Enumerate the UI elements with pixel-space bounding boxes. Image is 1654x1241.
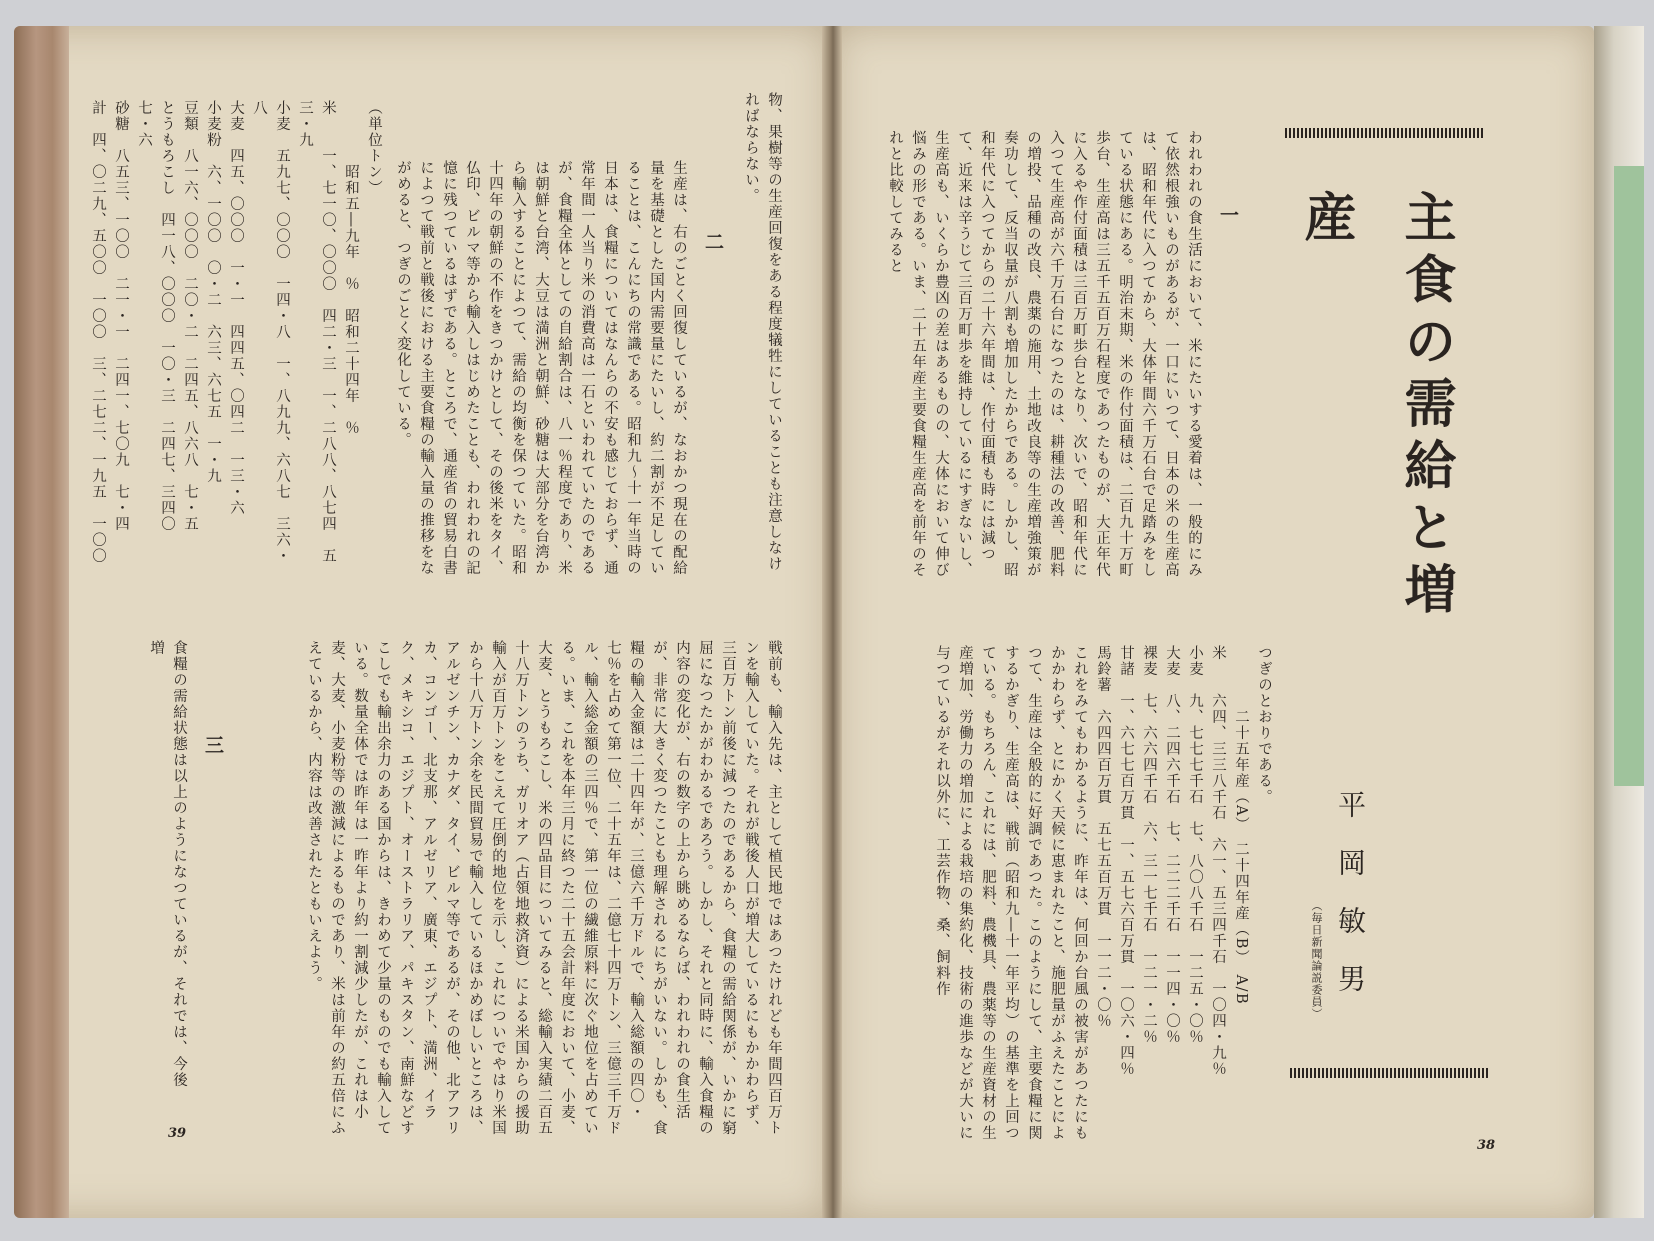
- left-lower-text: 戦前も、輸入先は、主として植民地ではあつたけれども年間四百万トンを輸入していた。それが戦後人口が増大しているにもかかわらず、三百万トン前後に減つたのであるから、食糧の需給関係が、いかに窮屈になつたかがわかるであろう。しかし、それと同時に、輸入食糧の内容の変化が、右の数字の上から眺めるならば、われわれの食生活が、非常に大きく変つたことも理解されるにちがいない。しかも、食糧の輸入金額は二十四年が、三億六千万ドルで、輸入総額の四〇・七％を占めて第一位、二十五年は、二億七十四万トン、三億三千万ドル、輸入総金額の三四％で、第一位の繊維原料に次ぐ地位を占めている。いま、これを本年三月に終つた二十五会計年度において、小麦、大麦、とうもろこし、米の四品目についてみると、総輸入実績二百五十八万トンのうち、ガリオア（占領地救済資）による米国からの援助輸入が百万トンをこえて圧倒的地位を示し、これについでやはり米国から十八万トン余を民間貿易で輸入しているほかめぼしいところは、アルゼンチン、カナダ、タイ、ビルマ等であるが、その他、北アフリカ、コンゴー、北支那、アルゼリア、廣東、エジプト、満洲、イラク、メキシコ、エジプト、オーストラリア、パキスタン、南鮮などすこしでも輸出余力のある国からは、きわめて少量のものでも輸入している。数量全体では昨年は一昨年より約一割減少したが、これは小麦、大麦、小麦粉等の激減によるものであり、米は前年の約五倍にふえているから、内容は改善されたともいえよう。: [306, 640, 782, 1136]
- left-upper-text: 物、果樹等の生産回復をある程度犠牲にしていることも注意しなければならない。: [743, 92, 782, 572]
- import-table: （単位トン） 昭和五―九年 ％ 昭和二十四年 ％ 米 一、七一〇、〇〇〇 四二・三 一、二八八、八七四 五三・九 小麦 五九七、〇〇〇 一四・八 一、八九九、六八七 三六・八 大麦 四五、〇〇〇 一・一 四四五、〇四二 一三・六 小麦粉 六、一〇〇 〇・二 六三、六七五 一・九 豆類 八一六、〇〇〇 二〇・二 二四五、八六八 七・五 とうもろこし 四一八、〇〇〇 一〇・三 二四七、三四〇 七・六 砂糖 八五三、一〇〇 二一・一 二四一、七〇九 七・四 計 四、〇二九、五〇〇 一〇〇 三、二七二、一九五 一〇〇: [90, 100, 382, 564]
- right-upper-text: われわれの食生活において、米にたいする愛着は、一般的にみて依然根強いものがあるが、一口にいつて、日本の米の生産高は、昭和年代に入つてから、大体年間六千万石台で足踏みをしている状態にある。明治末期、米の作付面積は、二百九十万町歩台、生産高は三五千五百万石程度であつたものが、大正年代に入るや作付面積は三百万町歩台となり、次いで、昭和年代に入つて生産高が六千万石台になつたのは、耕種法の改善、肥料の増投、品種の改良、農薬の施用、土地改良等の生産増強策が奏功して、反当収量が八割も増加したからである。しかし、昭和年代に入つてからの二十六年間は、作付面積も時には減つて、近来は辛うじて三百万町歩を維持しているにすぎないし、生産高も、いくらか豊凶の差はあるものの、大体において伸び悩みの形である。いま、二十五年産主要食糧生産高を前年のそれと比較してみると: [887, 130, 1202, 578]
- book-edge-left: [14, 26, 69, 1218]
- page-number-left: 39: [168, 1126, 187, 1141]
- title-rule-top: [1285, 128, 1485, 138]
- article-author: 平岡敏男: [1334, 790, 1367, 1022]
- book-gutter: [822, 26, 842, 1218]
- section-1-heading: 一: [1217, 205, 1239, 226]
- section-3-heading: 三: [202, 735, 224, 756]
- green-bookmark-tab: [1614, 166, 1644, 786]
- left-section2-text: 生産は、右のごとく回復しているが、なおかつ現在の配給量を基礎とした国内需要量にたいし、約二割が不足していることは、こんにちの常識である。昭和九〜十一年当時の日本は、食糧についてはなんらの不安も感じておらず、通常年間一人当り米の消費高は一石といわれていたのであるが、食糧全体としての自給割合は、八一％程度であり、米は朝鮮と台湾、大豆は満洲と朝鮮、砂糖は大部分を台湾から輸入することによつて、需給の均衡を保つていた。昭和十四年の朝鮮の不作をきつかけとして、その後米をタイ、仏印、ビルマ等から輸入しはじめたことも、われわれの記憶に残つているはずである。ところで、通産省の貿易白書によつて戦前と戦後における主要食糧の輸入量の推移をながめると、つぎのごとく変化している。: [395, 160, 687, 576]
- article-title: 主食の需給と増産: [1295, 190, 1456, 624]
- title-rule-bottom: [1290, 1068, 1488, 1078]
- right-lower-text: つぎのとおりである。 二十五年産（A） 二十四年産（B） A/B 米 六四、三三八千石 六一、五三四千石 一〇四・九％ 小麦 九、七七七千石 七、八〇八千石 一二五・〇％ 大麦 八、二四六千石 七、二二二千石 一一四・〇％ 裸麦 七、六六四千石 六、三一七千石 一二一・二％ 甘諸 一、六七七百万貫 一、五七六百万貫 一〇六・四％ 馬鈴薯 六四四百万貫 五七五百万貫 一一二・〇％ これをみてもわかるように、昨年は、何回か台風の被害があつたにもかかわらず、とにかく天候に恵まれたこと、施肥量がふえたことによつて、生産は全般的に好調であつた。このようにして、主要食糧に関するかぎり、生産高は、戦前（昭和九―十一年平均）の基準を上回つている。もちろん、これには、肥料、農機具、農薬等の生産資材の生産増加、労働力の増加による栽培の集約化、技術の進歩などが大いに与つているがそれ以外に、工芸作物、桑、飼料作: [934, 645, 1272, 1141]
- page-number-right: 38: [1477, 1138, 1496, 1153]
- left-section3-text: 食糧の需給状態は以上のようになつているが、それでは、今後増: [148, 640, 187, 1088]
- section-2-heading: 二: [702, 232, 724, 253]
- author-affiliation: （毎日新聞論説委員）: [1310, 900, 1323, 1020]
